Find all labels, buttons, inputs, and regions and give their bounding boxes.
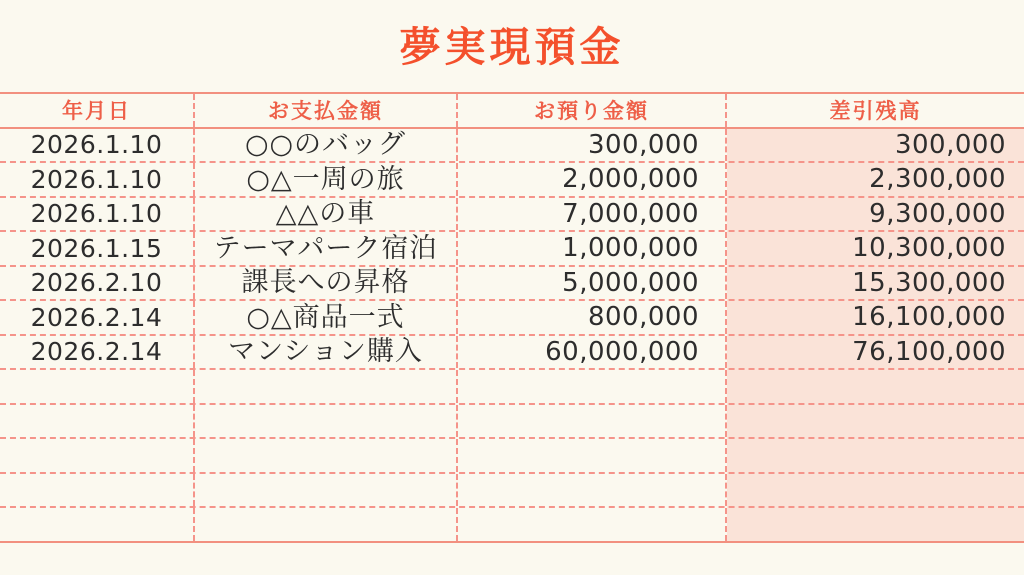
table-row-empty	[0, 370, 1024, 405]
date-cell: 2026.2.10	[0, 267, 195, 300]
payment-cell	[195, 508, 458, 541]
header-date: 年月日	[0, 94, 195, 127]
header-payment: お支払金額	[195, 94, 458, 127]
savings-ledger-table	[0, 92, 1024, 543]
deposit-cell	[458, 439, 727, 472]
payment-cell: マンション購入	[195, 336, 458, 369]
deposit-cell: 2,000,000	[458, 163, 727, 196]
payment-cell: ○○のバッグ	[195, 129, 458, 162]
date-cell: 2026.1.15	[0, 232, 195, 265]
table-row	[0, 336, 1024, 371]
table-row-empty	[0, 439, 1024, 474]
balance-cell: 16,100,000	[852, 302, 1006, 333]
deposit-cell: 800,000	[458, 301, 727, 334]
table-row	[0, 129, 1024, 164]
balance-cell: 2,300,000	[869, 164, 1006, 195]
deposit-cell: 300,000	[458, 129, 727, 162]
table-row	[0, 232, 1024, 267]
date-cell	[0, 474, 195, 507]
balance-cell: 9,300,000	[869, 198, 1006, 229]
balance-cell	[727, 508, 1024, 541]
deposit-cell	[458, 370, 727, 403]
table-row	[0, 163, 1024, 198]
deposit-cell: 1,000,000	[458, 232, 727, 265]
balance-cell: 10,300,000	[852, 233, 1006, 264]
payment-cell: 課長への昇格	[195, 267, 458, 300]
balance-cell	[727, 439, 1024, 472]
deposit-cell: 60,000,000	[458, 336, 727, 369]
date-cell: 2026.2.14	[0, 336, 195, 369]
deposit-cell	[458, 474, 727, 507]
deposit-cell: 7,000,000	[458, 198, 727, 231]
date-cell	[0, 508, 195, 541]
payment-cell	[195, 439, 458, 472]
payment-cell: △△の車	[195, 198, 458, 231]
payment-cell	[195, 405, 458, 438]
date-cell: 2026.1.10	[0, 129, 195, 162]
payment-cell: テーマパーク宿泊	[195, 232, 458, 265]
date-cell	[0, 439, 195, 472]
deposit-cell	[458, 405, 727, 438]
payment-cell: ○△一周の旅	[195, 163, 458, 196]
balance-cell: 300,000	[894, 129, 1006, 160]
date-cell: 2026.1.10	[0, 198, 195, 231]
balance-cell	[727, 405, 1024, 438]
table-row-empty	[0, 474, 1024, 509]
balance-cell	[727, 370, 1024, 403]
payment-cell	[195, 370, 458, 403]
table-row	[0, 267, 1024, 302]
balance-cell: 15,300,000	[852, 267, 1006, 298]
payment-cell: ○△商品一式	[195, 301, 458, 334]
payment-cell	[195, 474, 458, 507]
deposit-cell	[458, 508, 727, 541]
table-row	[0, 301, 1024, 336]
header-deposit: お預り金額	[458, 94, 727, 127]
header-balance: 差引残高	[829, 99, 922, 124]
date-cell	[0, 370, 195, 403]
date-cell	[0, 405, 195, 438]
balance-cell: 76,100,000	[852, 336, 1006, 367]
date-cell: 2026.1.10	[0, 163, 195, 196]
table-row-empty	[0, 405, 1024, 440]
table-row-empty	[0, 508, 1024, 541]
table-header-row	[0, 94, 1024, 129]
deposit-cell: 5,000,000	[458, 267, 727, 300]
page-title: 夢実現預金	[399, 23, 625, 71]
table-row	[0, 198, 1024, 233]
date-cell: 2026.2.14	[0, 301, 195, 334]
balance-cell	[727, 474, 1024, 507]
